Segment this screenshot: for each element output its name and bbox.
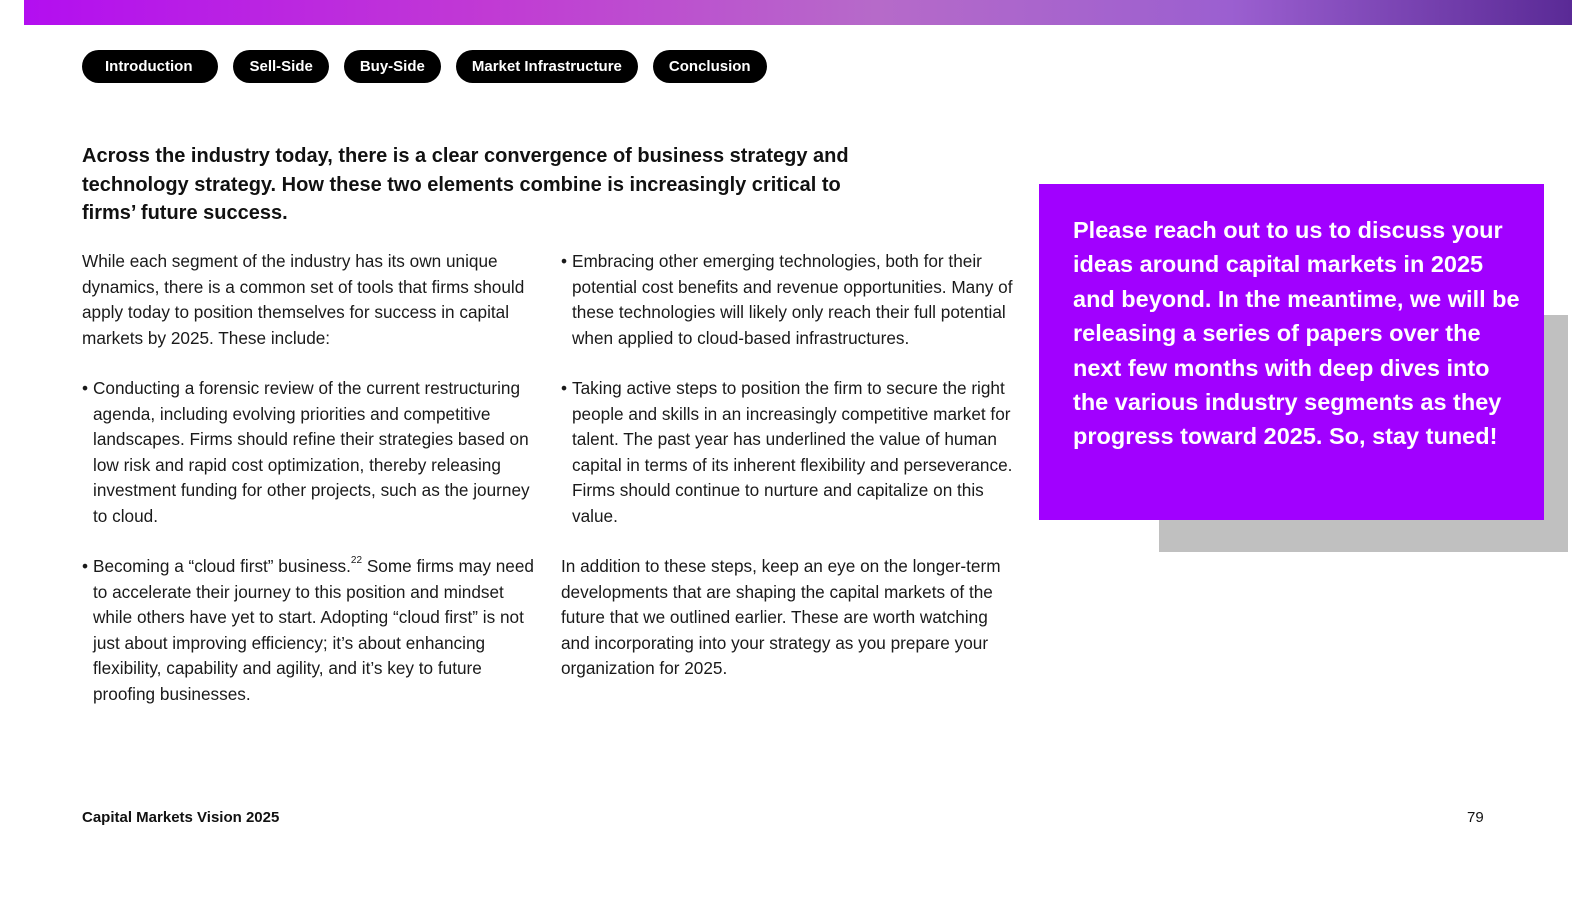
closing-paragraph: In addition to these steps, keep an eye on the longer-term developments that are shaping the capital markets of the future that we outlined earlier. These are worth watching and incorporating into your strategy as you prepare your organization for 2025. bbox=[561, 556, 1001, 678]
tab-sell-side[interactable]: Sell-Side bbox=[233, 50, 328, 83]
top-gradient-bar bbox=[24, 0, 1572, 25]
footer-title: Capital Markets Vision 2025 bbox=[82, 809, 280, 826]
bullet-emerging-tech: • Embracing other emerging technologies, both for their potential cost benefits and revenue opportunities. Many of these technologies will likely only reach their full potential when applied to cloud-based infrastructures. bbox=[561, 249, 1016, 351]
section-nav bbox=[82, 50, 767, 83]
tab-market-infrastructure[interactable]: Market Infrastructure bbox=[456, 50, 638, 83]
right-column bbox=[561, 249, 1016, 707]
lead-paragraph: Across the industry today, there is a clear convergence of business strategy and technology strategy. How these two elements combine is increasingly critical to firms’ future success. bbox=[82, 145, 849, 224]
left-column bbox=[82, 249, 542, 732]
bullet-cloud-first bbox=[82, 554, 542, 707]
callout-text: Please reach out to us to discuss your ideas around capital markets in 2025 and beyond. In the meantime, we will be releasing a series of papers over the next few months with deep dives into the various industry segments as they progress toward 2025. So, stay tuned! bbox=[1073, 217, 1520, 450]
tab-introduction[interactable]: Introduction bbox=[82, 50, 218, 83]
tab-conclusion[interactable]: Conclusion bbox=[653, 50, 767, 83]
bullet-cloud-first-lead: Becoming a “cloud first” business. bbox=[93, 556, 351, 576]
tab-buy-side[interactable]: Buy-Side bbox=[344, 50, 441, 83]
footnote-reference[interactable]: 22 bbox=[350, 555, 363, 567]
bullet-forensic-review: • Conducting a forensic review of the current restructuring agenda, including evolving priorities and competitive landscapes. Firms should refine their strategies based on low risk and rapid cost optimization, thereby releasing investment funding for other projects, such as the journey to cloud. bbox=[82, 376, 542, 529]
intro-paragraph: While each segment of the industry has its own unique dynamics, there is a common set of tools that firms should apply today to position themselves for success in capital markets by 2025. These include: bbox=[82, 251, 525, 348]
page-number: 79 bbox=[1467, 809, 1484, 826]
bullet-talent: • Taking active steps to position the firm to secure the right people and skills in an increasingly competitive market for talent. The past year has underlined the value of human capital in terms of its inherent flexibility and perseverance. Firms should continue to nurture and capitalize on this value. bbox=[561, 376, 1016, 529]
callout-box bbox=[1039, 184, 1544, 520]
bullet-cloud-first-body: Some firms may need to accelerate their journey to this position and mindset while others have yet to start. Adopting “cloud first” is not just about improving efficiency; it’s about enhancing flexibility, capability and agility, and it’s key to future proofing businesses. bbox=[93, 556, 534, 704]
